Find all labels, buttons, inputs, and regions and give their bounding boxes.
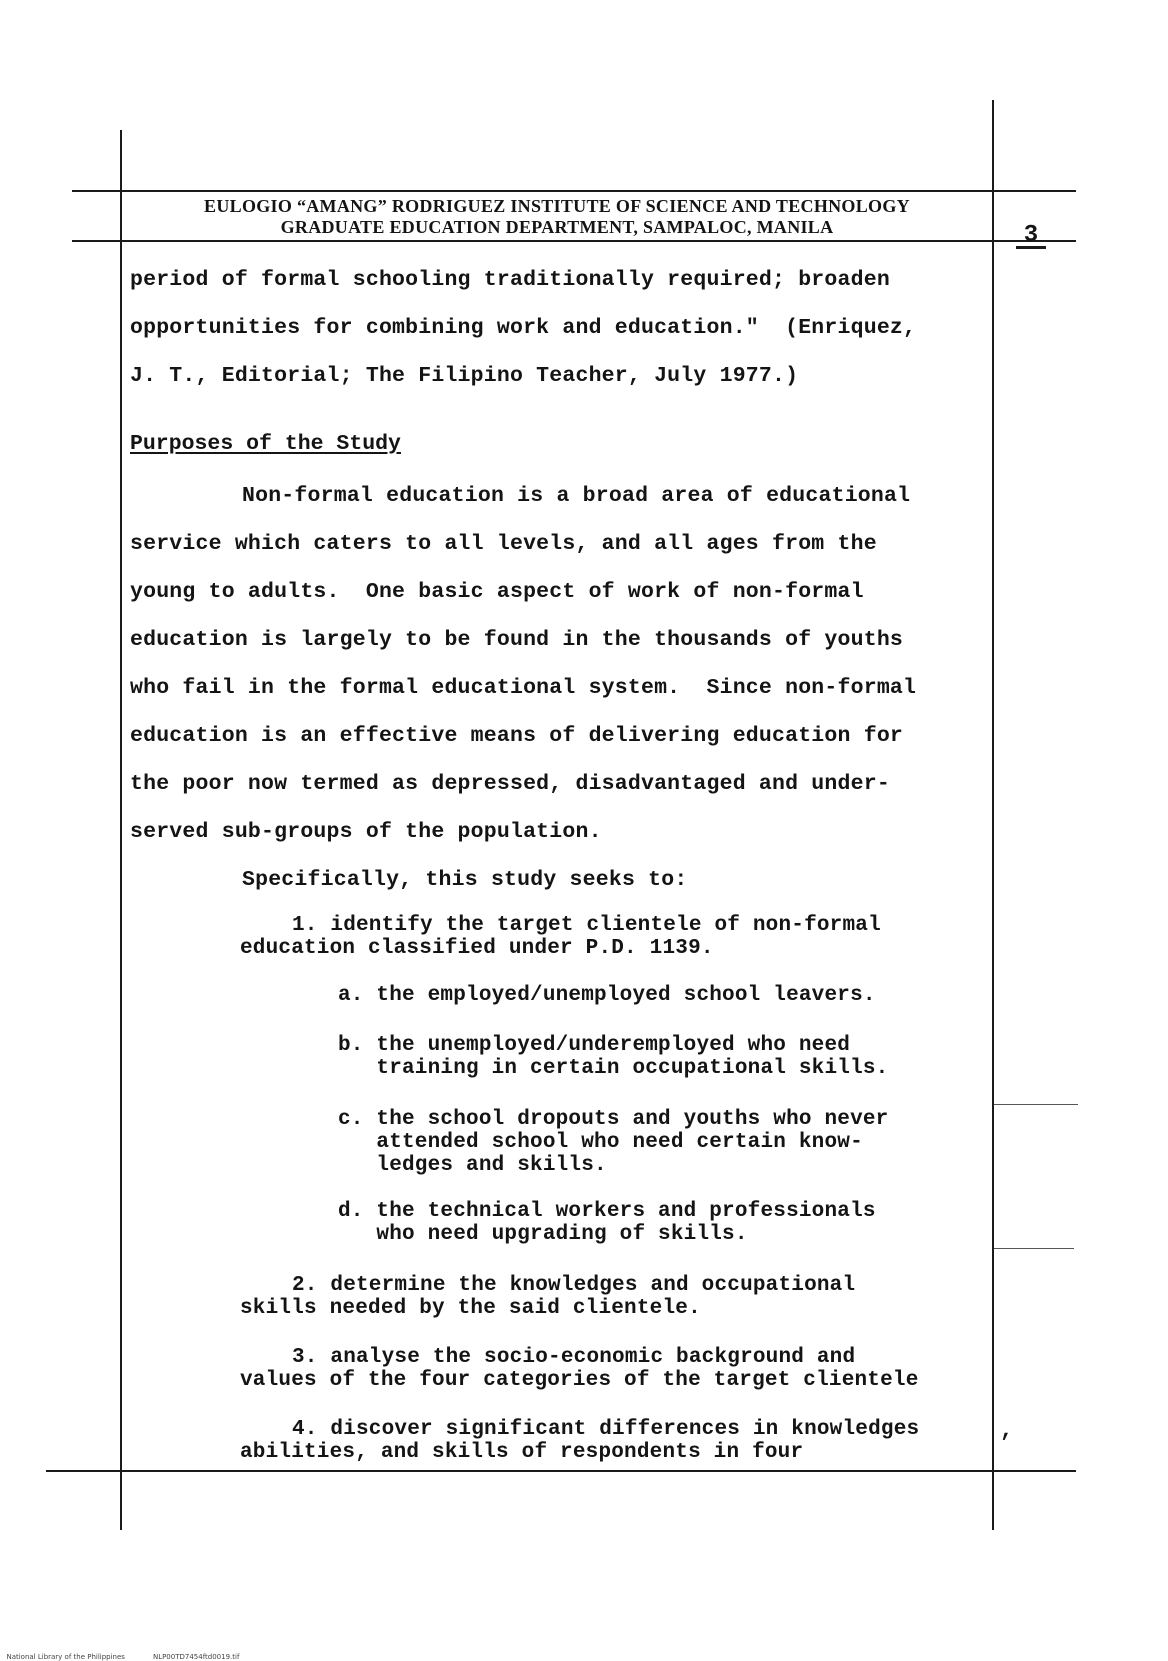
objective-2-line: 2. determine the knowledges and occupational	[292, 1274, 856, 1297]
sub-item-b-line: training in certain occupational skills.	[338, 1057, 889, 1080]
sub-item-c-line: attended school who need certain know-	[338, 1131, 863, 1154]
header-top-rule	[72, 190, 1076, 192]
header-line-1: EULOGIO “AMANG” RODRIGUEZ INSTITUTE OF SCIENCE AND TECHNOLOGY	[204, 196, 910, 216]
intro-line: opportunities for combining work and education." (Enriquez,	[130, 316, 917, 340]
objective-3-line: values of the four categories of the target clientele	[240, 1369, 919, 1392]
paragraph-line: who fail in the formal educational system. Since non-formal	[130, 676, 917, 700]
sub-item-c-line: ledges and skills.	[338, 1154, 607, 1177]
footer-library: National Library of the Philippines	[6, 1653, 125, 1661]
paragraph-line: service which caters to all levels, and all ages from the	[130, 532, 877, 556]
sub-item-b-line: b. the unemployed/underemployed who need	[338, 1034, 851, 1057]
institution-header	[124, 196, 990, 238]
header-bottom-rule	[72, 240, 1076, 242]
trailing-comma: ,	[1000, 1418, 1014, 1443]
footer-rule	[46, 1470, 1076, 1472]
objective-4-line: abilities, and skills of respondents in four	[240, 1441, 804, 1464]
sub-item-d-line: who need upgrading of skills.	[338, 1223, 748, 1246]
paragraph-line: Non-formal education is a broad area of educational	[242, 484, 911, 508]
sub-item-c-line: c. the school dropouts and youths who never	[338, 1108, 889, 1131]
sub-item-d-line: d. the technical workers and professionals	[338, 1200, 876, 1223]
intro-line: J. T., Editorial; The Filipino Teacher, July 1977.)	[130, 364, 799, 388]
objective-1-line: 1. identify the target clientele of non-formal	[292, 914, 881, 937]
margin-tick-1	[994, 1104, 1078, 1105]
frame-right-rule	[992, 100, 994, 1530]
objective-4-line: 4. discover significant differences in knowledges	[292, 1418, 920, 1441]
frame-left-rule	[120, 130, 122, 1530]
header-line-2: GRADUATE EDUCATION DEPARTMENT, SAMPALOC, MANILA	[280, 217, 834, 237]
paragraph-line: young to adults. One basic aspect of work of non-formal	[130, 580, 864, 604]
objective-2-line: skills needed by the said clientele.	[240, 1297, 701, 1320]
paragraph-line: the poor now termed as depressed, disadvantaged and under-	[130, 772, 890, 796]
paragraph-line: served sub-groups of the population.	[130, 820, 602, 844]
paragraph-line: education is largely to be found in the thousands of youths	[130, 628, 904, 652]
intro-line: period of formal schooling traditionally required; broaden	[130, 268, 890, 292]
margin-tick-2	[994, 1248, 1074, 1249]
paragraph-line: education is an effective means of delivering education for	[130, 724, 904, 748]
section-heading: Purposes of the Study	[130, 432, 401, 456]
footer-file-id: NLP00TD7454ftd0019.tif	[152, 1653, 240, 1661]
sub-item-a: a. the employed/unemployed school leavers.	[338, 984, 876, 1007]
specifically-line: Specifically, this study seeks to:	[242, 868, 688, 892]
objective-3-line: 3. analyse the socio-economic background and	[292, 1346, 856, 1369]
scan-footer	[2, 1645, 267, 1661]
page-number: 3	[1016, 226, 1046, 249]
objective-1-line: education classified under P.D. 1139.	[240, 937, 714, 960]
